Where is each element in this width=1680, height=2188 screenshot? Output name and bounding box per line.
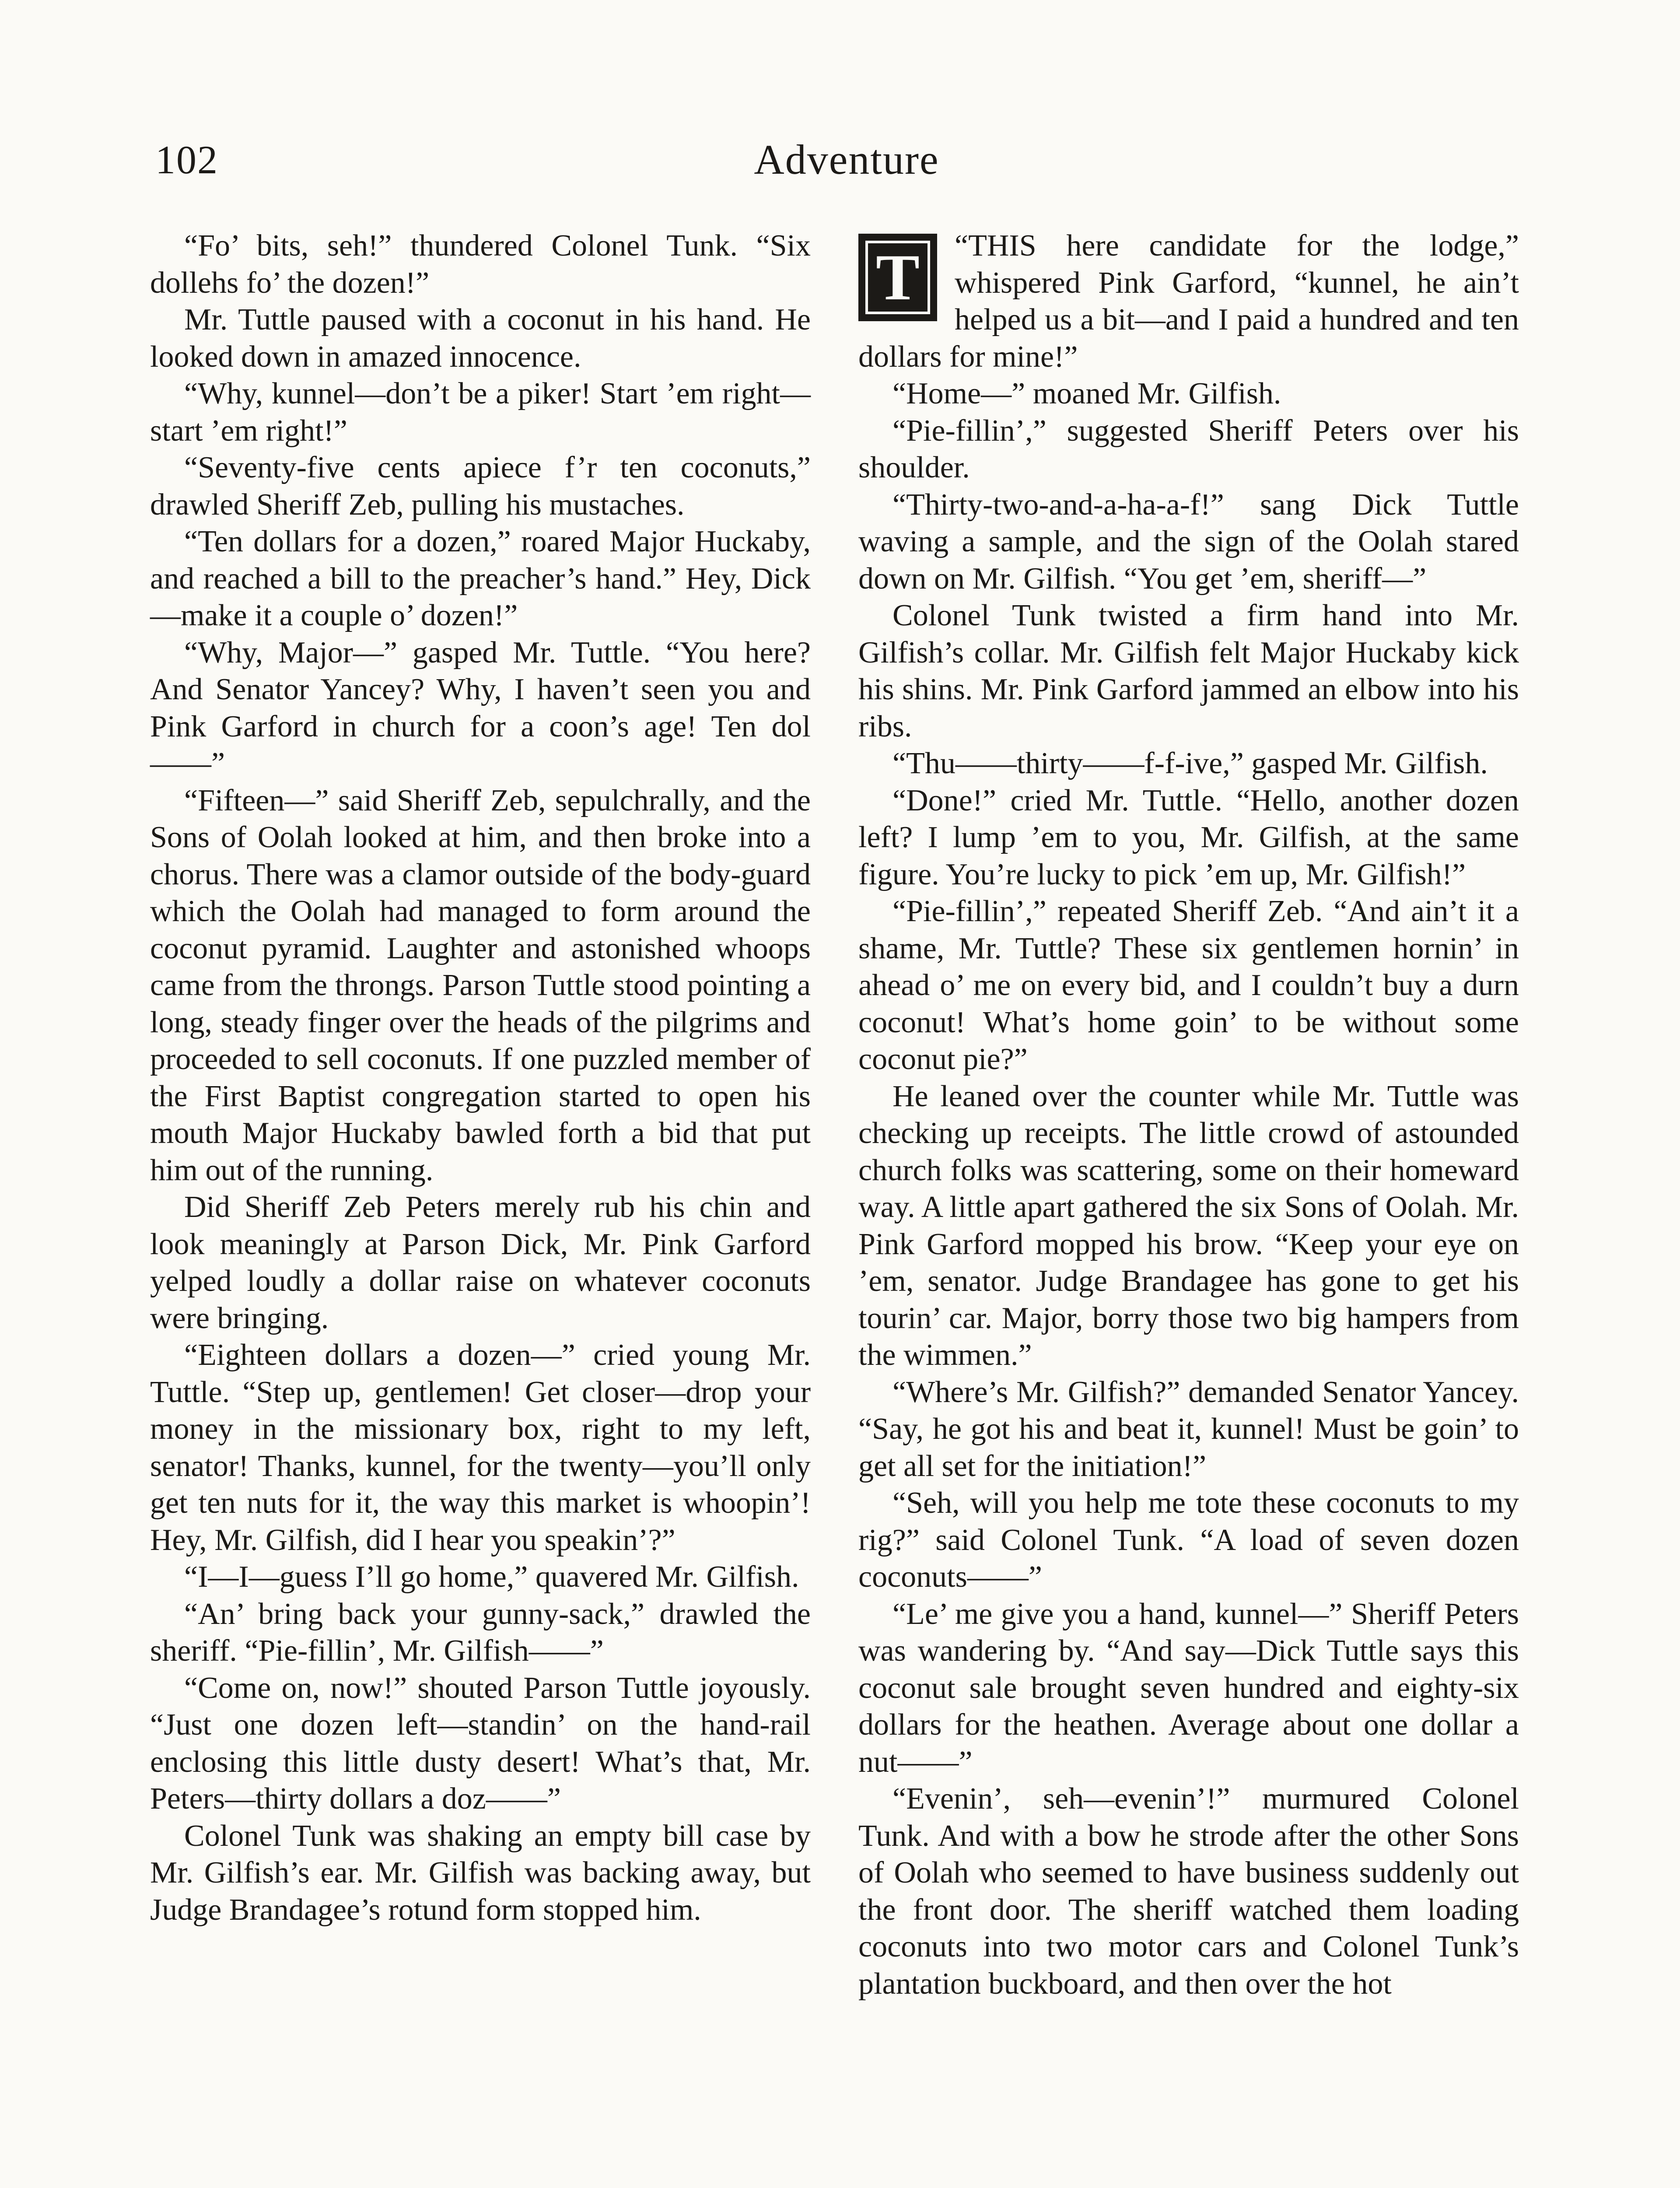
page-number: 102 [155,137,218,182]
right-column [858,228,1519,2002]
opening-paragraph: “THIS here candidate for the lodge,” whispered Pink Garford, “kunnel, he ain’t helped us a bit—and I paid a hundred and ten dollars for mine!” [858,229,1519,374]
paragraph: Mr. Tuttle paused with a coconut in his hand. He looked down in amazed innocence. [150,303,811,374]
paragraph: “Done!” cried Mr. Tuttle. “Hello, another dozen left? I lump ’em to you, Mr. Gilfish, at the same figure. You’re lucky to pick ’em up, Mr. Gilfish!” [858,783,1519,891]
paragraph: “Fifteen—” said Sheriff Zeb, sepulchrally, and the Sons of Oolah looked at him, and then broke into a chorus. There was a clamor outside of the body-guard which the Oolah had managed to form around the coconut pyramid. Laughter and astonished whoops came from the throngs. Parson Tuttle stood pointing a long, steady finger over the heads of the pilgrims and proceeded to sell coconuts. If one puzzled member of the First Baptist congregation started to open his mouth Major Huckaby bawled forth a bid that put him out of the running. [150,783,811,1187]
paragraph: “Pie-fillin’,” suggested Sheriff Peters over his shoulder. [858,414,1519,484]
paragraph: “I—I—guess I’ll go home,” quavered Mr. Gilfish. [184,1560,799,1594]
paragraph: “Home—” moaned Mr. Gilfish. [892,377,1281,410]
paragraph: “An’ bring back your gunny-sack,” drawled the sheriff. “Pie-fillin’, Mr. Gilfish——” [150,1597,811,1668]
paragraph: Colonel Tunk twisted a firm hand into Mr. Gilfish’s collar. Mr. Gilfish felt Major Huckaby kick his shins. Mr. Pink Garford jammed an elbow into his ribs. [858,599,1519,743]
paragraph: Colonel Tunk was shaking an empty bill case by Mr. Gilfish’s ear. Mr. Gilfish was backing away, but Judge Brandagee’s rotund form stopped him. [150,1819,811,1927]
paragraph: “Eighteen dollars a dozen—” cried young Mr. Tuttle. “Step up, gentlemen! Get closer—drop your money in the missionary box, right to my left, senator! Thanks, kunnel, for the twenty—you’ll only get ten nuts for it, the way this market is whoopin’! Hey, Mr. Gilfish, did I hear you speakin’?” [150,1338,811,1557]
paragraph: He leaned over the counter while Mr. Tuttle was checking up receipts. The little crowd of astounded church folks was scattering, some on their homeward way. A little apart gathered the six Sons of Oolah. Mr. Pink Garford mopped his brow. “Keep your eye on ’em, senator. Judge Brandagee has gone to get his tourin’ car. Major, borry those two big hampers from the wimmen.” [858,1079,1519,1372]
paragraph: Did Sheriff Zeb Peters merely rub his chin and look meaningly at Parson Dick, Mr. Pink Garford yelped loudly a dollar raise on whatever coconuts were bringing. [150,1190,811,1335]
paragraph: “Seh, will you help me tote these coconuts to my rig?” said Colonel Tunk. “A load of seven dozen coconuts——” [858,1486,1519,1594]
paragraph: “Pie-fillin’,” repeated Sheriff Zeb. “And ain’t it a shame, Mr. Tuttle? These six gentlemen hornin’ in ahead o’ me on every bid, and I couldn’t buy a durn coconut! What’s home goin’ to be without some coconut pie?” [858,894,1519,1076]
paragraph: “Le’ me give you a hand, kunnel—” Sheriff Peters was wandering by. “And say—Dick Tuttle says this coconut sale brought seven hundred and eighty-six dollars for the heathen. Average about one dollar a nut——” [858,1597,1519,1779]
paragraph: “Where’s Mr. Gilfish?” demanded Senator Yancey. “Say, he got his and beat it, kunnel! Must be goin’ to get all set for the initiation!” [858,1375,1519,1483]
paragraph: “Why, kunnel—don’t be a piker! Start ’em right—start ’em right!” [150,377,811,448]
paragraph: “Why, Major—” gasped Mr. Tuttle. “You here? And Senator Yancey? Why, I haven’t seen you and Pink Garford in church for a coon’s age! Ten dol——” [150,635,811,780]
left-column [150,228,811,1929]
paragraph: “Thu——thirty——f-f-ive,” gasped Mr. Gilfish. [892,747,1488,780]
drop-cap-letter: T [875,241,920,314]
paragraph: “Seventy-five cents apiece f’r ten coconuts,” drawled Sheriff Zeb, pulling his mustaches. [150,451,811,522]
page-header [155,127,1538,193]
paragraph: “Come on, now!” shouted Parson Tuttle joyously. “Just one dozen left—standin’ on the hand-rail enclosing this little dusty desert! What’s that, Mr. Peters—thirty dollars a doz——” [150,1671,811,1816]
paragraph: “Fo’ bits, seh!” thundered Colonel Tunk. “Six dollehs fo’ the dozen!” [150,229,811,300]
drop-cap-ornament [858,234,937,321]
paragraph: “Evenin’, seh—evenin’!” murmured Colonel Tunk. And with a bow he strode after the other Sons of Oolah who seemed to have business suddenly out the front door. The sheriff watched them loading coconuts into two motor cars and Colonel Tunk’s plantation buckboard, and then over the hot [858,1782,1519,2001]
running-title: Adventure [754,136,939,183]
paragraph: “Thirty-two-and-a-ha-a-f!” sang Dick Tuttle waving a sample, and the sign of the Oolah stared down on Mr. Gilfish. “You get ’em, sheriff—” [858,487,1519,596]
paragraph: “Ten dollars for a dozen,” roared Major Huckaby, and reached a bill to the preacher’s hand.” Hey, Dick—make it a couple o’ dozen!” [150,525,811,632]
